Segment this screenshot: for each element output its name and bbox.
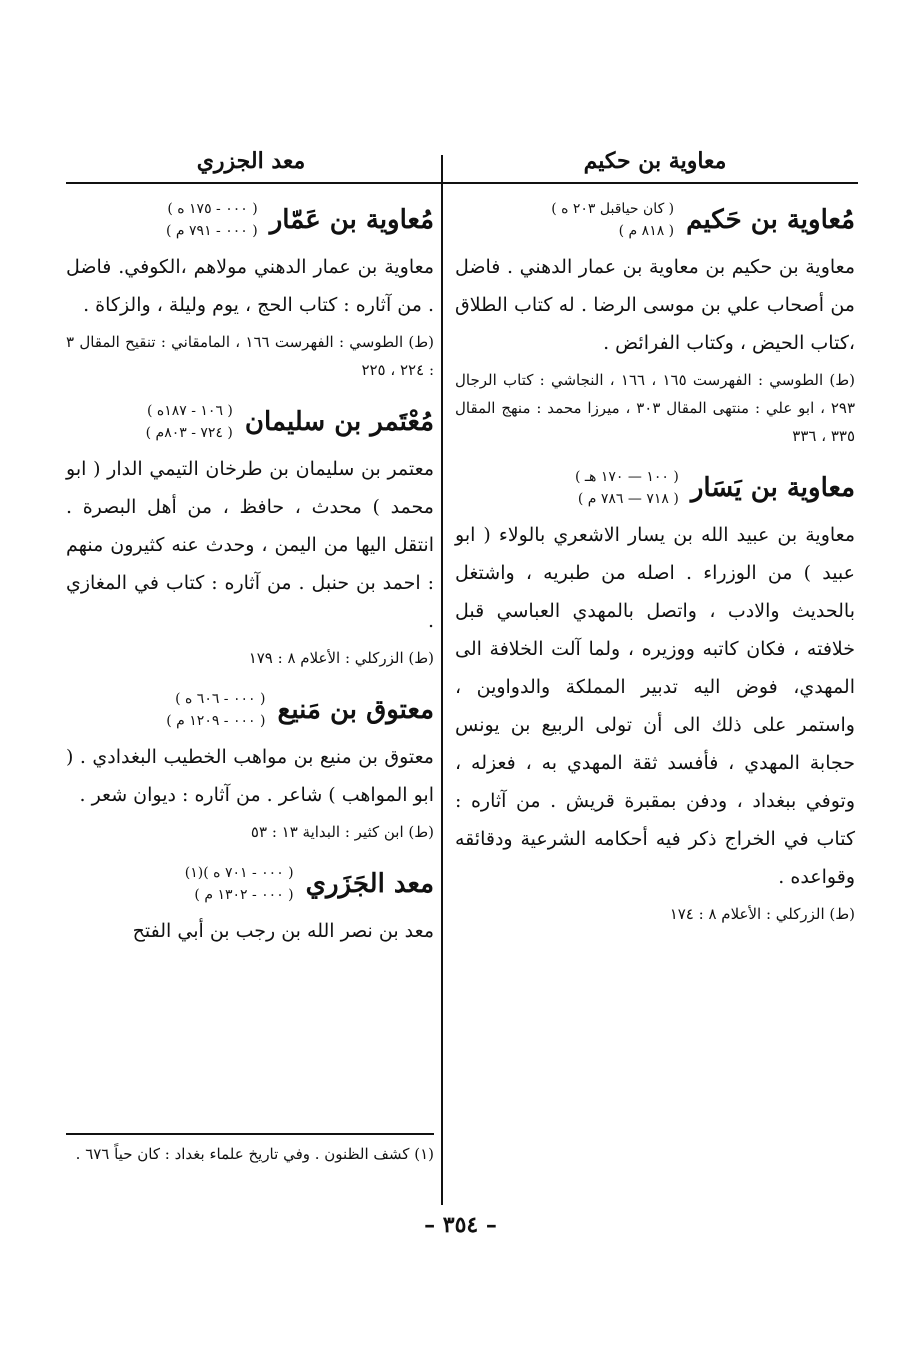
entry-body: معاوية بن عمار الدهني مولاهم ،الكوفي. فاضل . من آثاره : كتاب الحج ، يوم وليلة ، والزكاة . xyxy=(66,256,434,316)
header-rule xyxy=(66,182,858,184)
entry-dates xyxy=(166,688,265,732)
right-column xyxy=(455,190,855,944)
hijri-date: ( ٠٠٠ - ٧٠١ ه )(١) xyxy=(184,865,294,881)
entry-name: معاوية بن يَسَار xyxy=(690,473,855,503)
entry-muawiya-ibn-hakim xyxy=(455,198,855,450)
hijri-date: ( كان حياقبل ٢٠٣ ه ) xyxy=(551,201,675,217)
entry-name: مُعاوية بن حَكيم xyxy=(686,205,855,235)
entry-reference: (ط) الطوسي : الفهرست ١٦٦ ، المامقاني : تنقيح المقال ٣ : ٢٢٤ ، ٢٢٥ xyxy=(66,333,434,379)
running-header-left: معد الجزري xyxy=(196,148,306,174)
entry-name: معتوق بن مَنيع xyxy=(277,695,434,725)
entry-dates xyxy=(166,198,258,242)
entry-maad-al-jazari xyxy=(66,862,434,950)
entry-dates xyxy=(551,198,674,242)
hijri-date: ( ٠٠٠ - ٦٠٦ ه ) xyxy=(175,691,266,707)
entry-dates xyxy=(575,466,679,510)
entry-reference: (ط) الطوسي : الفهرست ١٦٥ ، ١٦٦ ، النجاشي : كتاب الرجال ٢٩٣ ، ابو علي : منتهى المقال ٣٠٣ ، ميرزا محمد : منهج المقال ٣٣٥ ، ٣٣٦ xyxy=(455,371,855,445)
entry-heading xyxy=(455,466,855,510)
running-header-right: معاوية بن حكيم xyxy=(583,148,727,174)
entry-heading xyxy=(66,862,434,906)
entry-name: معد الجَزَري xyxy=(305,869,434,899)
entry-matuq-ibn-mani xyxy=(66,688,434,846)
gregorian-date: ( ٨١٨ م ) xyxy=(618,223,675,239)
entry-name: مُعاوية بن عَمّار xyxy=(269,205,434,235)
entry-body: معاوية بن حكيم بن معاوية بن عمار الدهني . فاضل من أصحاب علي بن موسى الرضا . له كتاب الطلاق ،كتاب الحيض ، وكتاب الفرائض . xyxy=(455,256,855,354)
gregorian-date: ( ٧٢٤ - ٨٠٣م ) xyxy=(145,425,233,441)
entry-dates xyxy=(185,862,294,906)
page-number: – ٣٥٤ – xyxy=(424,1212,497,1238)
left-column xyxy=(66,190,434,966)
gregorian-date: ( ٠٠٠ - ١٢٠٩ م ) xyxy=(166,713,266,729)
entry-body: معاوية بن عبيد الله بن يسار الاشعري بالولاء ( ابو عبيد ) من الوزراء . اصله من طبريه ، واشتغل بالحديث والادب ، واتصل بالمهدي العباسي قبل خلافته ، فكان كاتبه ووزيره ، ولما آلت الخلافة الى المهدي، فوض اليه تدبير المملكة والدواوين ، واستمر على ذلك الى أن تولى الربيع بن يونس حجابة المهدي ، فأفسد ثقة المهدي به ، فعزله ، وتوفي ببغداد ، ودفن بمقبرة قريش . من آثاره : كتاب في الخراج ذكر فيه أحكامه الشرعية ودقائقه وقواعده . xyxy=(455,524,855,888)
hijri-date: ( ١٠٦ - ١٨٧ه ) xyxy=(146,403,233,419)
hijri-date: ( ١٠٠ — ١٧٠ هـ ) xyxy=(575,469,679,485)
entry-reference: (ط) الزركلي : الأعلام ٨ : ١٧٩ xyxy=(248,649,434,667)
entry-body: معد بن نصر الله بن رجب بن أبي الفتح xyxy=(132,920,434,942)
footnote: (١) كشف الظنون . وفي تاريخ علماء بغداد : كان حياً ٦٧٦ . xyxy=(75,1145,434,1163)
entry-reference: (ط) ابن كثير : البداية ١٣ : ٥٣ xyxy=(250,823,434,841)
entry-heading xyxy=(455,198,855,242)
column-divider xyxy=(441,155,443,1205)
entry-body: معتوق بن منيع بن مواهب الخطيب البغدادي . ( ابو المواهب ) شاعر . من آثاره : ديوان شعر . xyxy=(66,746,434,806)
entry-body: معتمر بن سليمان بن طرخان التيمي الدار ( ابو محمد ) محدث ، حافظ ، من أهل البصرة . انتقل اليها من اليمن ، وحدث عنه كثيرون منهم : احمد بن حنبل . من آثاره : كتاب في المغازي . xyxy=(66,458,434,632)
entry-heading xyxy=(66,400,434,444)
entry-heading xyxy=(66,688,434,732)
footnote-rule xyxy=(66,1133,434,1135)
entry-name: مُعْتَمر بن سليمان xyxy=(244,407,434,437)
gregorian-date: ( ٧١٨ — ٧٨٦ م ) xyxy=(577,491,679,507)
entry-dates xyxy=(146,400,233,444)
hijri-date: ( ٠٠٠ - ١٧٥ ه ) xyxy=(167,201,258,217)
entry-heading xyxy=(66,198,434,242)
entry-reference: (ط) الزركلي : الأعلام ٨ : ١٧٤ xyxy=(669,905,855,923)
entry-mutamir-ibn-sulayman xyxy=(66,400,434,672)
gregorian-date: ( ٠٠٠ - ١٣٠٢ م ) xyxy=(194,887,294,903)
entry-muawiya-ibn-ammar xyxy=(66,198,434,384)
entry-muawiya-ibn-yasar xyxy=(455,466,855,928)
gregorian-date: ( ٠٠٠ - ٧٩١ م ) xyxy=(166,223,258,239)
